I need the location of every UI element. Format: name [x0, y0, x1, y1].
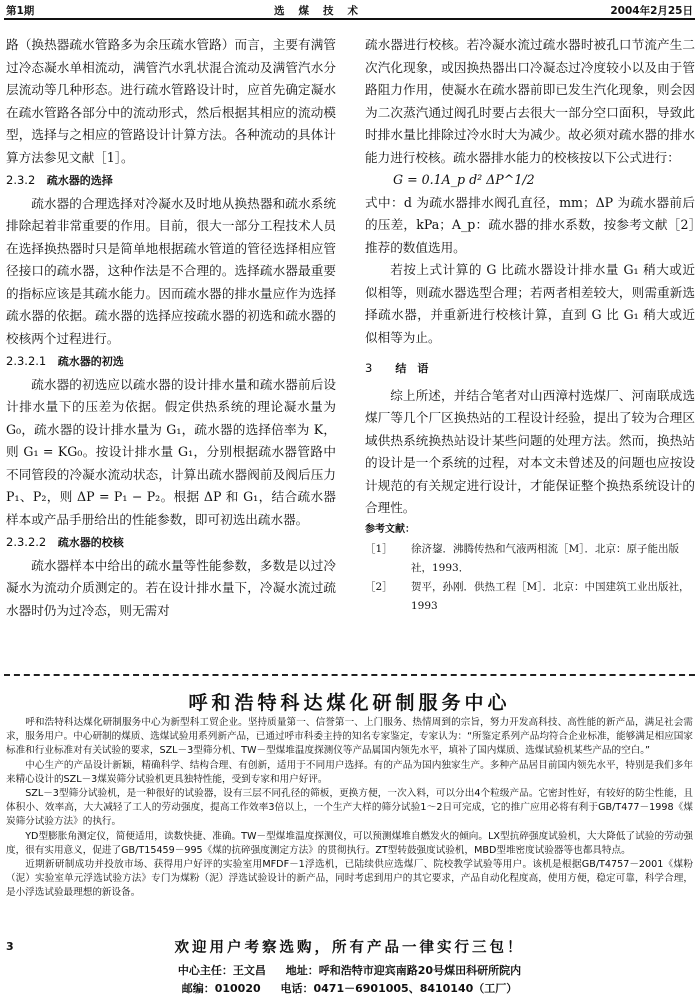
section-heading-2-3-2-1 [6, 350, 336, 374]
advertisement-title: 呼和浩特科达煤化研制服务中心 [188, 692, 511, 714]
issue-number: 第1期 [6, 5, 35, 17]
ad-paragraph: YD型膨胀角测定仪，简便适用，读数快捷、准确。TW－型煤堆温度探测仪，可以预测煤堆自燃发火的倾向。LX型抗碎强度试验机，大大降低了试验的劳动强度，很有实用意义，促进了GB/T15459－995《煤的抗碎强度测定方法》的贯彻执行。ZT型转鼓强度试验机，MBD型堆密度试验器等也都具特点。 [6, 830, 693, 856]
ad-slogan: 欢迎用户考察选购，所有产品一律实行三包！ [174, 940, 525, 956]
ad-paragraph: 近期新研制成功并投放市场、获得用户好评的实验室用MFDF－1浮选机，已陆续供应选煤厂、院校教学试验等用户。该机是根据GB/T4757－2001《煤粉（泥）实验室单元浮选试验方法》专门为煤粉（泥）浮选试验设计的新产品，同时考虑到用户的其它要求，产品自动化程度高，使用方便，稳定可靠，科学合理，是小浮选试验最理想的新设备。 [6, 859, 693, 899]
formula: G = 0.1A_p d² ΔP^1/2 [393, 172, 535, 187]
section-title: 疏水器的选择 [46, 174, 113, 187]
paragraph: 综上所述，并结合笔者对山西漳村选煤厂、河南联成选煤厂等几个厂区换热站的工程设计经验，提出了较为合理区域供热系统换热站设计某些问题的处理方法。然而，换热站的设计是一个系统的过程，对本文未曾述及的问题也应按设计规范的有关规定进行设计，才能保证整个换热系统设计的合理性。 [365, 387, 695, 515]
section-title: 结 语 [395, 362, 429, 375]
section-heading-2-3-2 [6, 169, 336, 193]
section-heading-2-3-2-2 [6, 531, 336, 555]
reference-number: ［1］ [365, 542, 393, 555]
reference-item [365, 578, 695, 616]
paragraph: 疏水器的合理选择对冷凝水及时地从换热器和疏水系统排除起着非常重要的作用。目前，很大一部分工程技术人员在选择换热器时只是简单地根据疏水管道的管径选择相应管径接口的疏水器，这种作法是不合理的。选择疏水器最重要的指标应该是其疏水能力。因而疏水器的排水量应作为选择疏水器的依据。疏水器的选择应按疏水器的初选和疏水器的校核两个过程进行。 [6, 195, 336, 346]
postcode: 邮编：010020 [181, 982, 261, 995]
contact-line-2 [0, 980, 699, 996]
paragraph: 路（换热器疏水管路多为余压疏水管路）而言，主要有满管过冷态凝水单相流动，满管汽水乳状混合流动及满管汽水分层流动等几种形态。进行疏水管路设计时，应首先确定凝水在疏水管路各部分中的流动形式，然后根据其相应的流动模型，选择与之相应的管路设计计算方法。各种流动的具体计算方法参见文献［1］。 [6, 37, 336, 165]
section-number: 2.3.2 [6, 173, 36, 187]
reference-text: 贺平，孙刚．供热工程［M］．北京：中国建筑工业出版社，1993 [411, 580, 690, 612]
ad-paragraph: SZL－3型筛分试验机，是一种很好的试验器，设有三层不同孔径的筛板，更换方便，一次入料，可以分出4个粒级产品。它密封性好，有较好的防尘性能，且体积小、效率高，大大减轻了工人的劳动强度，提高工作效率3倍以上，一个生产大样的筛分试验1～2日可完成，它的推广应用必将有利于GB/T477－1998《煤炭筛分试验方法》的执行。 [6, 788, 693, 828]
paragraph: 若按上式计算的 G 比疏水器设计排水量 G₁ 稍大或近似相等，则疏水器选型合理；若两者相差较大，则需重新选择疏水器，并重新进行校核计算，直到 G 比 G₁ 稍大或近似相等为止。 [365, 262, 695, 345]
contact-line-1 [0, 962, 699, 978]
running-header [6, 3, 693, 18]
right-column [365, 34, 695, 616]
director: 中心主任：王文昌 [177, 964, 266, 977]
page-number: 3 [6, 940, 14, 953]
section-heading-3 [365, 357, 695, 381]
reference-item [365, 540, 695, 578]
paragraph: 疏水器样本中给出的疏水量等性能参数，多数是以过冷凝水为流动介质测定的。若在设计排水量下，冷凝水流过疏水器时仍为过冷态，则无需对 [6, 557, 336, 618]
section-title: 疏水器的初选 [57, 355, 124, 368]
journal-name: 选煤技术 [274, 5, 372, 17]
section-number: 2.3.2.2 [6, 535, 47, 549]
advertisement-body [6, 716, 693, 901]
issue-date: 2004年2月25日 [610, 5, 693, 17]
section-number: 2.3.2.1 [6, 354, 47, 368]
paragraph: 式中：d 为疏水器排水阀孔直径，mm；ΔP 为疏水器前后的压差，kPa；A_p：疏水器的排水系数，按参考文献［2］推荐的数值选用。 [365, 194, 695, 255]
ad-paragraph: 呼和浩特科达煤化研制服务中心为新型科工贸企业。坚持质量第一、信誉第一、上门服务、热情周到的宗旨，努力开发高科技、高性能的新产品，满足社会需求，服务用户。中心研制的煤质、选煤试验用系列新产品，已通过呼市科委主持的知名专家鉴定，专家认为：“所鉴定系列产品均符合企业标准，能够满足相应国家标准和行业标准对有关试验的要求，SZL－3型筛分机、TW－型煤堆温度探测仪等产品属国内领先水平，填补了国内煤质、选煤试验机某些产品的空白。” [6, 717, 693, 757]
references-title: 参考文献： [365, 523, 415, 535]
paragraph: 疏水器进行校核。若冷凝水流过疏水器时被孔口节流产生二次汽化现象，或因换热器出口冷凝态过冷度较小以及由于管路阻力作用，使凝水在疏水器前即已发生汽化现象，则会因为二次蒸汽通过阀孔时要占去很大一部分空口面积，导致此时排水量比排除过冷水时大为减少。故必须对疏水器的排水能力进行校核。疏水器排水能力的校核按以下公式进行： [365, 37, 695, 165]
reference-number: ［2］ [365, 580, 393, 593]
section-title: 疏水器的校核 [57, 536, 124, 549]
paragraph: 疏水器的初选应以疏水器的设计排水量和疏水器前后设计排水量下的压差为依据。假定供热系统的理论凝水量为 G₀，疏水器的设计排水量为 G₁，疏水器的选择倍率为 K，则 G₁ = KG₀。按设计排水量 G₁，分别根据疏水器管路中不同管段的冷凝水流动状态，计算出疏水器阀前及阀后压力 P₁、P₂，则 ΔP = P₁ − P₂。根据 ΔP 和 G₁，结合疏水器样本或产品手册给出的性能参数，即可初选出疏水器。 [6, 376, 336, 527]
phone: 电话：0471－6901005、8410140（工厂） [280, 982, 518, 995]
section-number: 3 [365, 361, 373, 375]
left-column [6, 34, 336, 622]
reference-text: 徐济鋆．沸腾传热和气液两相流［M］．北京：原子能出版社，1993． [411, 542, 680, 574]
header-rule [4, 18, 695, 20]
dashed-divider [4, 674, 695, 676]
address: 地址：呼和浩特市迎宾南路20号煤田科研所院内 [285, 964, 522, 977]
ad-paragraph: 中心生产的产品设计新颖，精确科学、结构合理、有创新，适用于不同用户选择。有的产品为国内独家生产。多种产品居目前国内领先水平，特别是我们多年来精心设计的SZL－3煤炭筛分试验机更具独特性能，受到专家和用户好评。 [6, 759, 693, 785]
